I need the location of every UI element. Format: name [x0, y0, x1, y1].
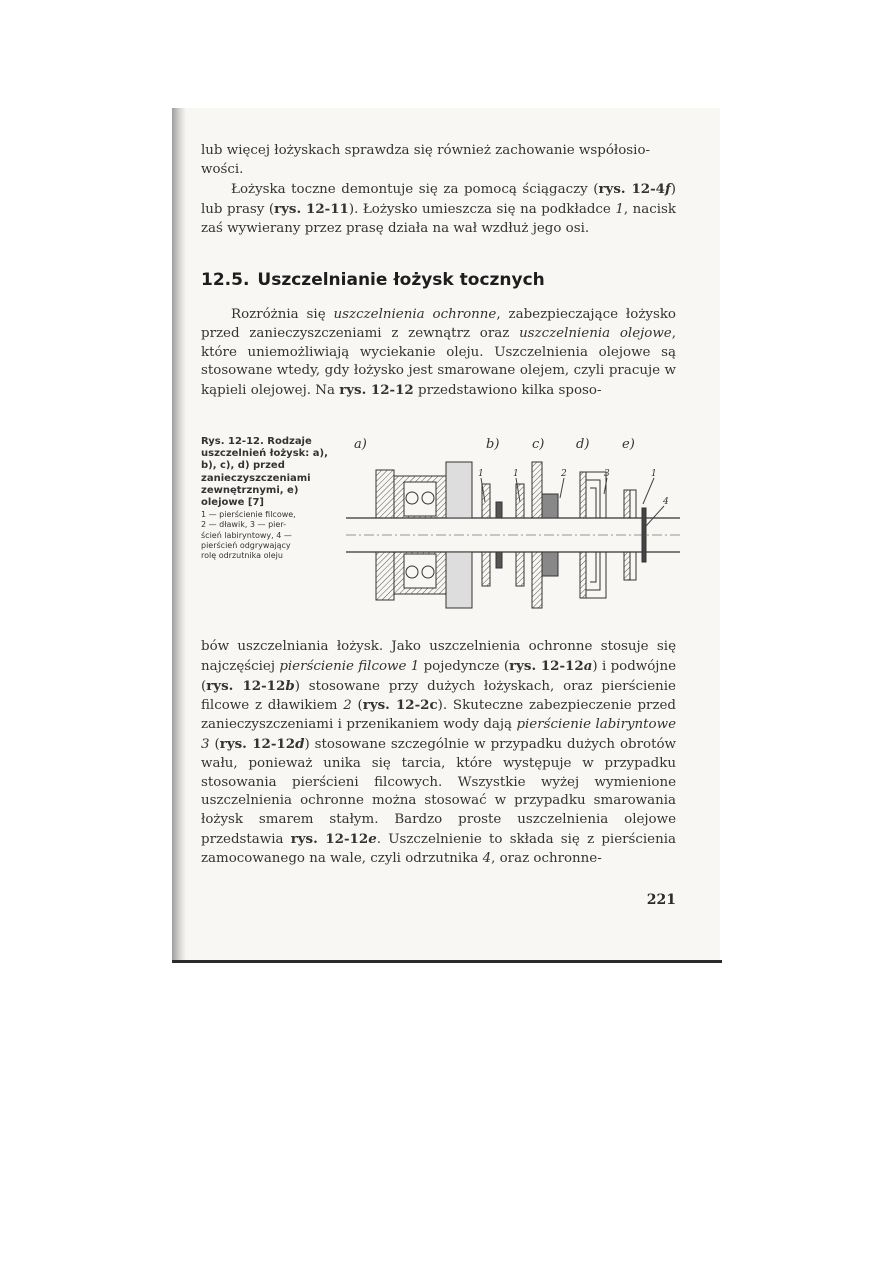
book-spine-shadow	[172, 108, 186, 962]
legend-line: 1 — pierścienie filcowe,	[201, 510, 296, 520]
paragraph-continuation	[201, 142, 676, 180]
figure-legend	[201, 510, 339, 561]
paragraph-line: wości.	[201, 161, 244, 177]
part-number-1: 1	[513, 469, 519, 479]
label-e: e)	[622, 437, 635, 452]
paragraph-seal-types: bów uszczelniania łożysk. Jako uszczelnienia ochronne stosuje się najczęściej pierścienie filcowe 1 pojedyncze (rys. 12-12a) i podwójne (rys. 12-12b) stosowane przy dużych łożyskach, oraz pierścienie filcowe z dławikiem 2 (rys. 12-2c). Skuteczne zabezpieczenie przed zanieczyszczeniami i przenikaniem wody dają pierścienie labiryntowe 3 (rys. 12-12d) stosowane szczególnie w przypadku dużych obrotów wału, ponieważ unika się tarcia, które występuje w przypadku stosowania pierścieni filcowych. Wszystkie wyżej wymienione uszczelnienia ochronne można stosować w przypadku smarowania łożysk smarem stałym. Bardzo proste uszczelnienia olejowe przedstawia rys. 12-12e. Uszczelnienie to składa się z pierścienia zamocowanego na wale, czyli odrzutnika 4, oraz ochronne-	[201, 639, 676, 866]
legend-line: 2 — dławik, 3 — pier-	[201, 520, 286, 530]
part-number-4: 4	[663, 497, 669, 507]
figure-reference: rys. 12-12	[219, 735, 296, 752]
legend-line: pierścień odgrywający	[201, 540, 291, 550]
page-number: 221	[646, 892, 676, 908]
term-labyrinth-rings: pierścienie labiryntowe 3	[201, 717, 676, 752]
section-heading	[201, 270, 545, 290]
leader-lines	[481, 478, 664, 526]
paragraph-line: lub więcej łożyskach sprawdza się również zachowanie współosio-	[201, 143, 651, 158]
figure-reference: rys. 12-4	[598, 181, 665, 197]
section-number: 12.5.	[201, 270, 250, 290]
figure-reference: rys. 12-11	[274, 200, 349, 217]
figure-reference: rys. 12-2c	[362, 697, 438, 714]
label-b: b)	[486, 437, 500, 452]
bearing-seals-figure	[346, 432, 680, 622]
legend-line: ścień labiryntowy, 4 —	[201, 530, 292, 540]
legend-line: rolę odrzutnika oleju	[201, 551, 283, 561]
label-c: c)	[532, 437, 545, 452]
part-number-1: 1	[651, 469, 657, 479]
figure-reference: rys. 12-12	[339, 382, 414, 399]
part-number-1: 1	[478, 469, 484, 479]
figure-reference: rys. 12-12	[290, 830, 369, 847]
part-number-3: 3	[604, 469, 610, 479]
page-bottom-edge	[172, 960, 722, 963]
paragraph-intro: Rozróżnia się uszczelnienia ochronne, zabezpieczające łożysko przed zanieczyszczeniami z zewnątrz oraz uszczelnienia olejowe, które uniemożliwiają wyciekanie oleju. Uszczelnienia olejowe są stosowane wtedy, gdy łożysko jest smarowane olejem, czyli pracuje w kąpieli olejowej. Na rys. 12-12 przedstawiono kilka sposo-	[201, 307, 676, 399]
label-a: a)	[354, 437, 367, 452]
label-d: d)	[576, 437, 590, 452]
shaft	[346, 518, 680, 552]
part-number-2: 2	[561, 469, 567, 479]
paragraph-bearing-removal: Łożyska toczne demontuje się za pomocą ściągaczy (rys. 12-4f) lub prasy (rys. 12-11). Łożysko umieszcza się na podkładce 1, nacisk zaś wywierany przez prasę działa na wał wzdłuż jego osi.	[201, 181, 677, 236]
section-title: Uszczelnianie łożysk tocznych	[257, 270, 545, 290]
term-protective-seals: uszczelnienia ochronne	[333, 307, 497, 322]
term-oil-seals: uszczelnienia olejowe	[519, 325, 672, 341]
figure-caption-title: Rys. 12-12. Rodzaje uszczelnień łożysk: a), b), c), d) przed zanieczyszczeniami zewnętrznymi, e) olejowe [7]	[201, 436, 328, 509]
figure-reference: rys. 12-12	[509, 657, 584, 674]
term-felt-rings: pierścienie filcowe 1	[279, 658, 420, 674]
figure-caption	[201, 436, 339, 561]
figure-reference: rys. 12-12	[206, 677, 286, 694]
